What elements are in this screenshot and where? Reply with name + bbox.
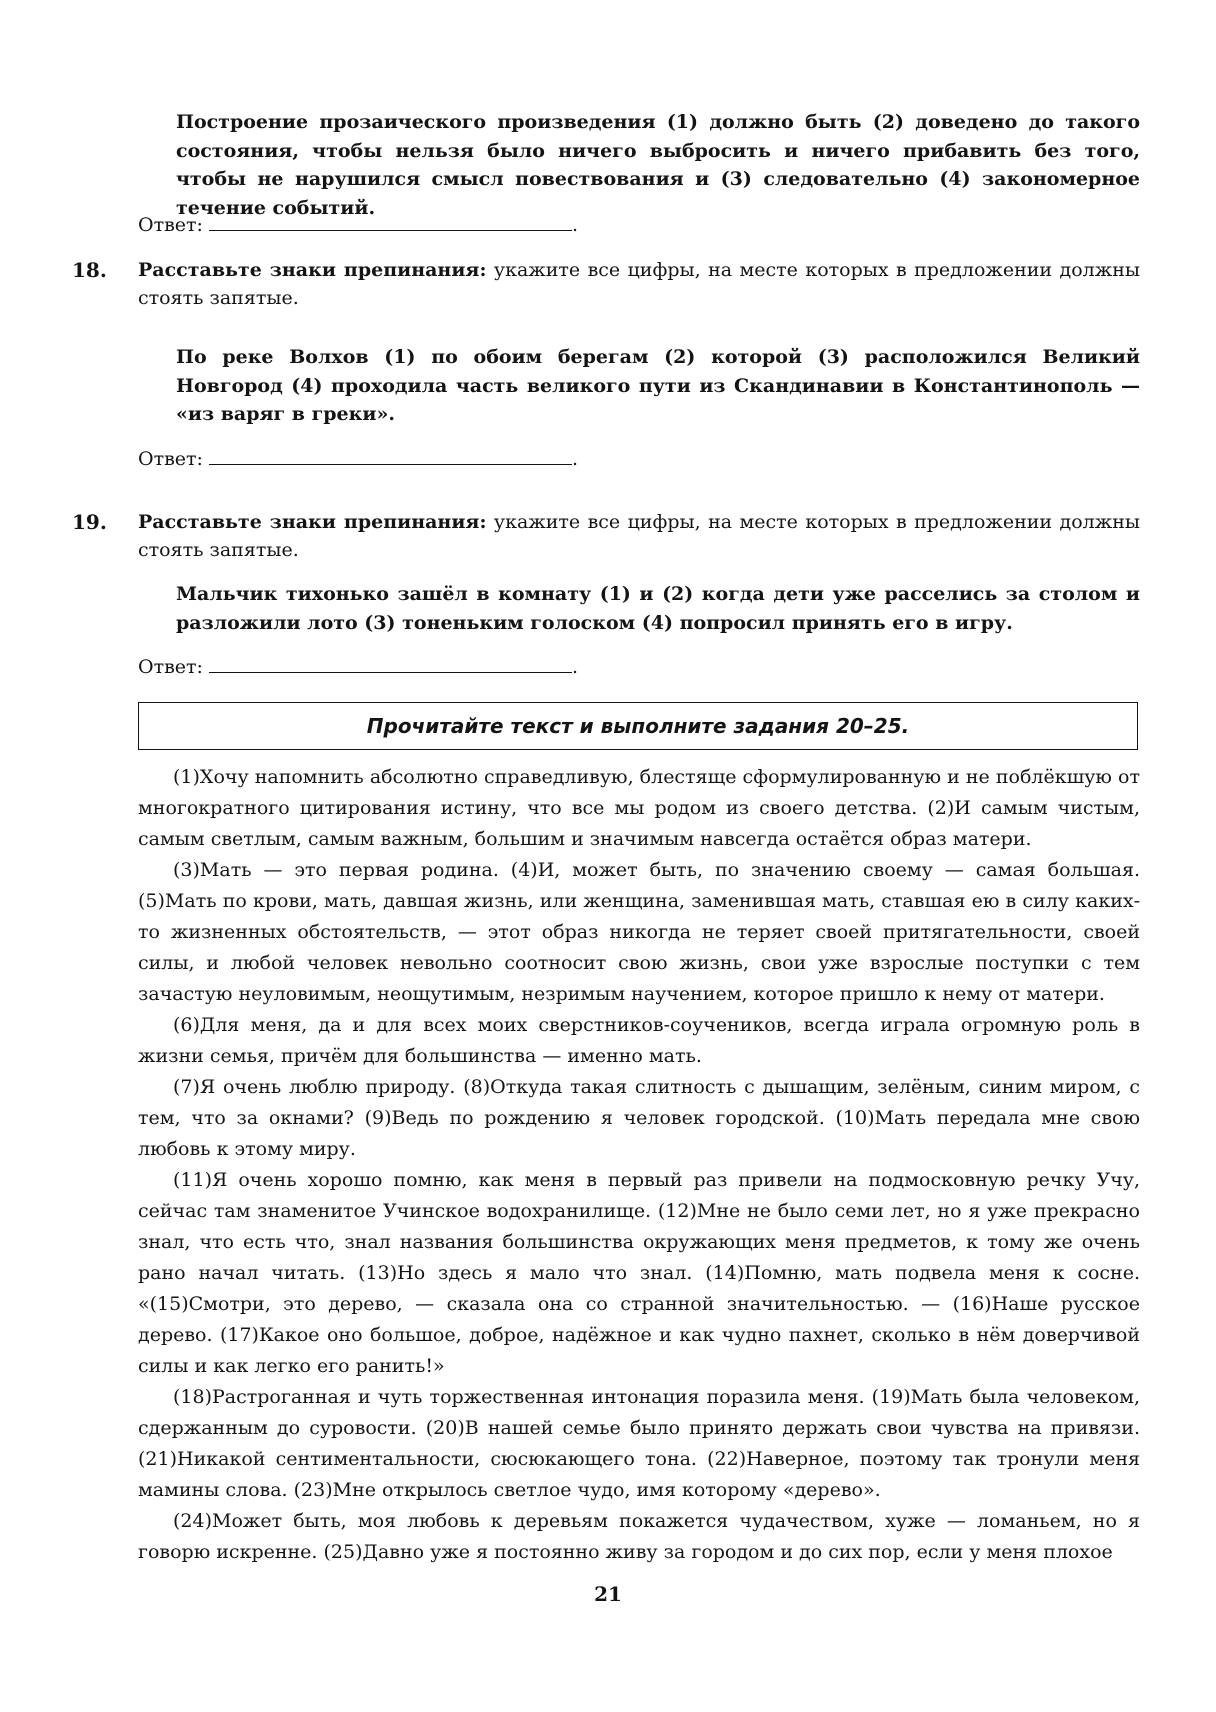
answer-end: .: [571, 214, 578, 236]
task18-instruction: [138, 256, 1140, 312]
paragraph: (24)Может быть, моя любовь к деревьям покажется чудачеством, хуже — ломаньем, но я говорю искренне. (25)Давно уже я постоянно живу за городом и до сих пор, если у меня плохое: [138, 1510, 1140, 1563]
page-number: 21: [594, 1582, 622, 1606]
instruction-text: укажите все цифры, на месте которых в предложении должны стоять запятые.: [138, 511, 1140, 561]
task17-sentence: Построение прозаического произведения (1) должно быть (2) доведено до такого состояния, чтобы нельзя было ничего выбросить и ничего прибавить без того, чтобы не нарушился смысл повествования и (3) следовательно (4) закономерное течение событий.: [176, 111, 1140, 219]
paragraph: (7)Я очень люблю природу. (8)Откуда такая слитность с дышащим, зелёным, синим миром, с тем, что за окнами? (9)Ведь по рождению я человек городской. (10)Мать передала мне свою любовь к этому миру.: [138, 1076, 1140, 1160]
answer-label: Ответ:: [138, 214, 203, 236]
task18-sentence: По реке Волхов (1) по обоим берегам (2) которой (3) расположился Великий Новгород (4) проходила часть великого пути из Скандинавии в Константинополь — «из варяг в греки».: [176, 346, 1140, 425]
task18-answer: [138, 446, 578, 471]
paragraph: (11)Я очень хорошо помню, как меня в первый раз привели на подмосковную речку Учу, сейчас там знаменитое Учинское водохранилище. (12)Мне не было семи лет, но я уже прекрасно знал, что есть что, знал названия большинства окружающих меня предметов, к тому же очень рано начал читать. (13)Но здесь я мало что знал. (14)Помню, мать подвела меня к сосне. «(15)Смотри, это дерево, — сказала она со странной значительностью. — (16)Наше русское дерево. (17)Какое оно большое, доброе, надёжное и как чудно пахнет, сколько в нём доверчивой силы и как легко его ранить!»: [138, 1169, 1140, 1377]
instruction-heading: Расставьте знаки препинания:: [138, 259, 487, 281]
paragraph: (3)Мать — это первая родина. (4)И, может быть, по значению своему — самая большая. (5)Мать по крови, мать, давшая жизнь, или женщина, заменившая мать, ставшая ею в силу каких-то жизненных обстоятельств, — этот образ никогда не теряет своей притягательности, своей силы, и любой человек невольно соотносит свою жизнь, свои уже взрослые поступки с тем зачастую неуловимым, неощутимым, незримым научением, которое пришло к нему от матери.: [138, 859, 1140, 1005]
task17-answer: [138, 212, 578, 237]
answer-label: Ответ:: [138, 448, 203, 470]
answer-end: .: [571, 656, 578, 678]
paragraph: (6)Для меня, да и для всех моих сверстников-соучеников, всегда играла огромную роль в жизни семья, причём для большинства — именно мать.: [138, 1014, 1140, 1067]
task19-sentence: Мальчик тихонько зашёл в комнату (1) и (2) когда дети уже расселись за столом и разложили лото (3) тоненьким голоском (4) попросил принять его в игру.: [176, 583, 1140, 634]
task19-answer: [138, 654, 578, 679]
task17-answer-field[interactable]: [209, 212, 572, 231]
task19-number: 19.: [72, 510, 107, 534]
task19-instruction: [138, 508, 1140, 564]
task18-answer-field[interactable]: [209, 446, 572, 465]
answer-label: Ответ:: [138, 656, 203, 678]
instruction-heading: Расставьте знаки препинания:: [138, 511, 487, 533]
task18-number: 18.: [72, 258, 107, 282]
reading-passage: [138, 762, 1140, 1568]
task19-answer-field[interactable]: [209, 654, 572, 673]
instruction-text: укажите все цифры, на месте которых в предложении должны стоять запятые.: [138, 259, 1140, 309]
paragraph: (1)Хочу напомнить абсолютно справедливую, блестяще сформулированную и не поблёкшую от многократного цитирования истину, что все мы родом из своего детства. (2)И самым чистым, самым светлым, самым важным, большим и значимым навсегда остаётся образ матери.: [138, 766, 1140, 850]
reading-instruction-banner: Прочитайте текст и выполните задания 20–25.: [138, 702, 1138, 750]
answer-end: .: [571, 448, 578, 470]
paragraph: (18)Растроганная и чуть торжественная интонация поразила меня. (19)Мать была человеком, сдержанным до суровости. (20)В нашей семье было принято держать свои чувства на привязи. (21)Никакой сентиментальности, сюсюкающего тона. (22)Наверное, поэтому так тронули меня мамины слова. (23)Мне открылось светлое чудо, имя которому «дерево».: [138, 1386, 1140, 1501]
